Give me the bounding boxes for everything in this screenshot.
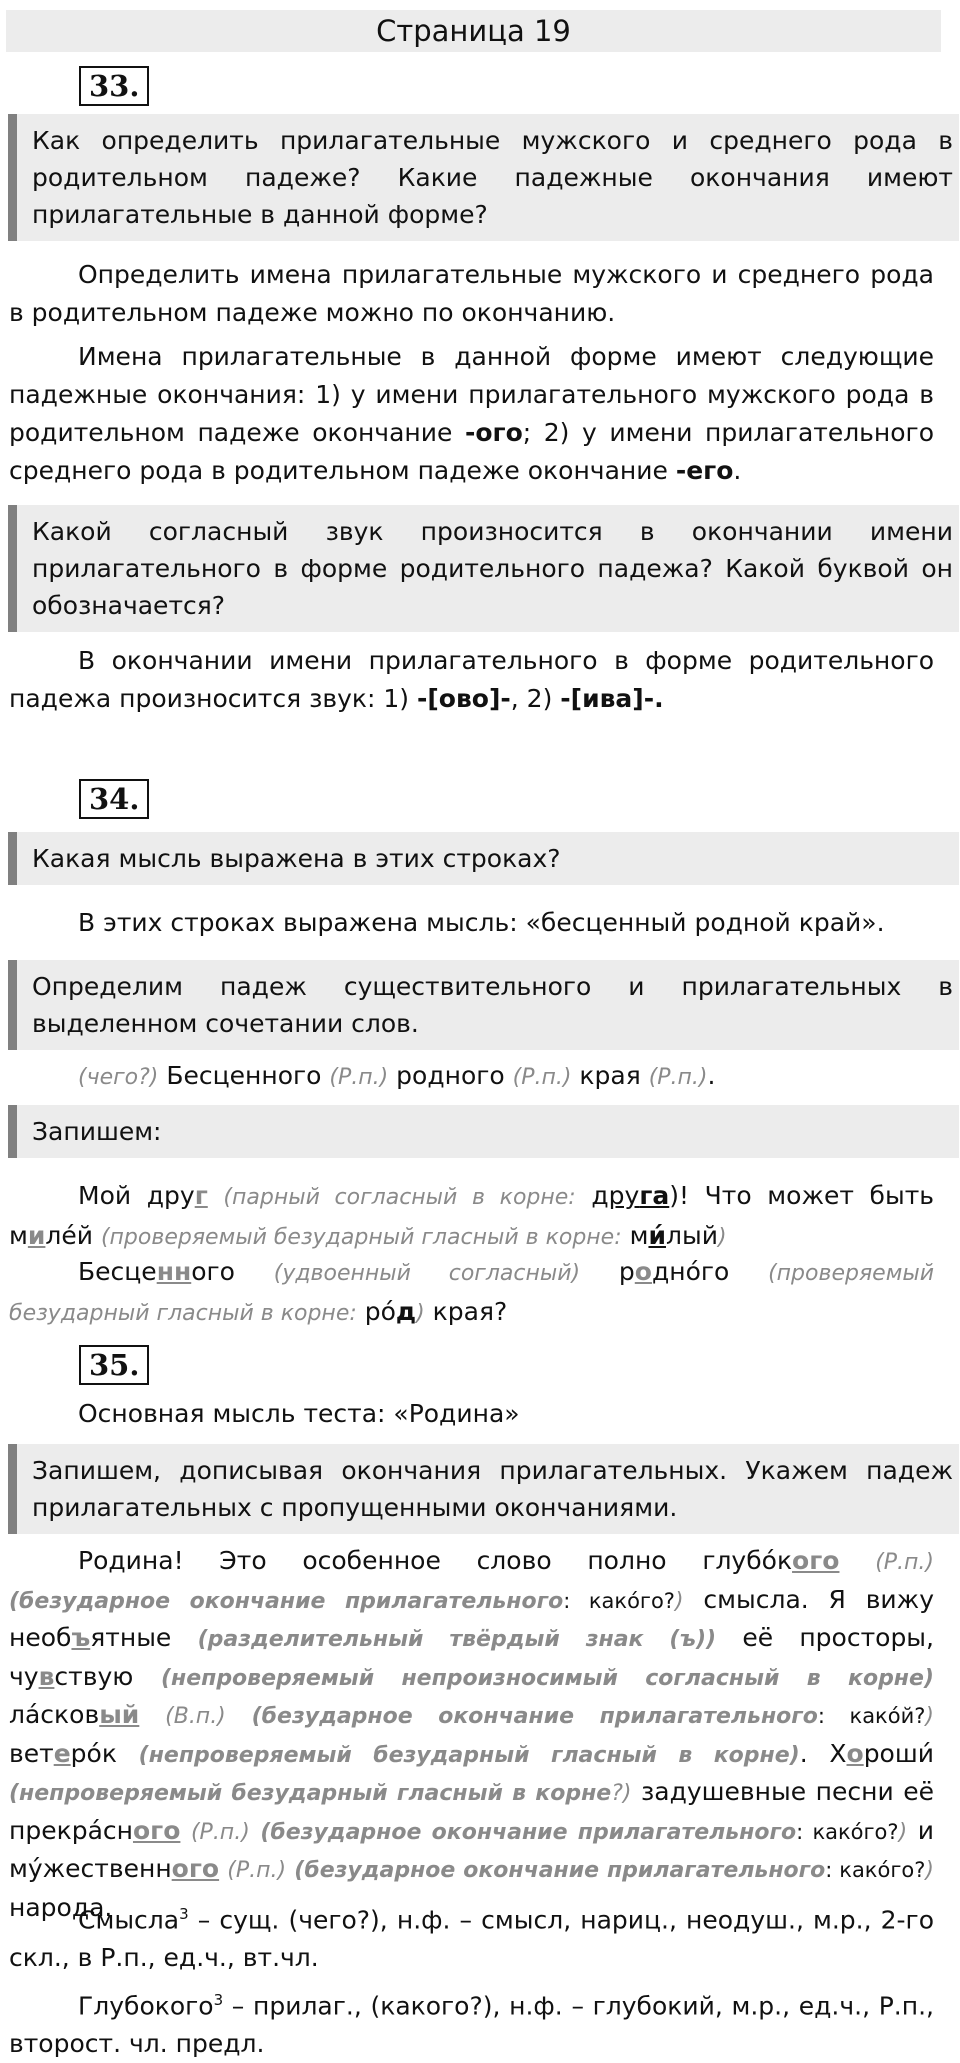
check-word: м	[629, 1221, 649, 1250]
text: Бесце	[78, 1257, 157, 1286]
spelling-note: (парный согласный в корне:	[223, 1185, 576, 1210]
text: и му́жественн	[9, 1815, 934, 1883]
analysis-text: – сущ. (чего?), н.ф. – смысл, нариц., неодуш., м.р., 2-го скл., в Р.п., ед.ч., вт.чл.	[9, 1905, 934, 1973]
note-close: )	[416, 1301, 425, 1326]
text: .	[707, 1061, 716, 1090]
answer-paragraph	[9, 642, 934, 718]
case-note: (Р.п.)	[648, 1065, 708, 1090]
spelling-note: (разделительный твёрдый знак (ъ))	[197, 1627, 717, 1652]
question-block: Как определить прилагательные мужского и среднего рода в родительном падеже? Какие падежные окончания имеют прилагательные в данной форме?	[8, 114, 959, 241]
text: дно́го	[651, 1257, 730, 1286]
highlight-letter: о	[846, 1738, 864, 1768]
ending-bold: -его	[675, 456, 734, 485]
highlight-letter: в	[38, 1661, 55, 1691]
text: ствую	[54, 1661, 134, 1691]
question-block: Запишем, дописывая окончания прилагательных. Укажем падеж прилагательных с пропущенными окончаниями.	[8, 1444, 959, 1534]
exercise-number-33: 33.	[79, 66, 149, 106]
text: ро́к	[70, 1738, 117, 1768]
analysis-index: 3	[213, 1991, 224, 2009]
highlight-letter: ъ	[71, 1623, 91, 1652]
check-letter: га	[639, 1181, 670, 1210]
text: ла́сков	[9, 1700, 100, 1729]
spelling-note: (удвоенный согласный)	[273, 1261, 581, 1286]
word: Смысла	[78, 1905, 180, 1935]
text: ле́й	[45, 1221, 94, 1250]
answer-paragraph: Определить имена прилагательные мужского и среднего рода в родительном падеже можно по окончанию.	[9, 260, 934, 327]
spelling-note: (непроверяемый безударный гласный в корне	[9, 1781, 612, 1806]
spelling-note: (непроверяемый непроизносимый согласный в корне)	[160, 1665, 934, 1691]
question-block: Запишем:	[8, 1105, 959, 1158]
analysis-text: – прилаг., (какого?), н.ф. – глубокий, м.р., ед.ч., Р.п., второст. чл. предл.	[9, 1991, 934, 2059]
answer-paragraph	[9, 338, 934, 490]
case-note: (Р.п.)	[512, 1065, 572, 1090]
highlight-letter: о	[634, 1257, 652, 1286]
spelling-note: (проверяемый безударный гласный в корне:	[100, 1225, 622, 1250]
spelling-note: (проверяемый безударный гласный в корне:	[9, 1261, 934, 1326]
spelling-note: (непроверяемый безударный гласный в корне)	[138, 1742, 800, 1768]
spelling-note: (безударное окончание прилагательного	[251, 1704, 818, 1729]
spelling-note: (безударное окончание прилагательного	[260, 1819, 797, 1845]
note-close: ?)	[611, 1781, 632, 1806]
text: вет	[9, 1738, 54, 1768]
text: В окончании имени прилагательного в форме родительного падежа произносится звук: 1)	[9, 646, 934, 713]
sound-bold: -[ива]-.	[560, 684, 664, 713]
exercise-number-35: 35.	[79, 1345, 149, 1385]
ending: ого	[132, 1815, 181, 1845]
answer-paragraph: Основная мысль теста: «Родина»	[78, 1399, 520, 1428]
word: Глубокого	[78, 1991, 214, 2021]
text: р	[618, 1257, 635, 1286]
text: . Х	[799, 1738, 847, 1768]
analysis-index: 3	[179, 1905, 189, 1923]
page-title: Страница 19	[6, 10, 941, 52]
ending: ого	[792, 1546, 840, 1575]
exercise-number-34: 34.	[79, 779, 149, 819]
text: ; 2) у имени прилагательного среднего рода в родительном падеже окончание	[9, 418, 934, 485]
case-note: (Р.п.)	[227, 1858, 287, 1883]
spelling-note: (безударное окончание прилагательного	[294, 1858, 826, 1883]
highlight-letter: нн	[156, 1257, 192, 1286]
spelling-note: (безударное окончание прилагательного	[9, 1588, 564, 1614]
word: края	[579, 1061, 641, 1090]
note-close: )	[898, 1819, 908, 1845]
sound-bold: -[ово]-	[417, 684, 511, 713]
text: ятные	[90, 1623, 172, 1652]
poem-line	[9, 1253, 934, 1333]
text: Мой дру	[78, 1181, 195, 1210]
check-word: ро́	[364, 1297, 396, 1326]
check-letter: и́	[648, 1221, 666, 1250]
note-close: )	[925, 1858, 934, 1883]
ending-bold: -ого	[464, 418, 523, 447]
text: края?	[432, 1297, 508, 1326]
text: .	[733, 456, 742, 485]
check-word: дру	[591, 1181, 640, 1210]
text: ого	[191, 1257, 235, 1286]
highlight-letter: г	[194, 1181, 208, 1210]
check-question: : како́й?	[817, 1704, 926, 1728]
check-question: : како́го?	[796, 1819, 899, 1844]
question-block: Определим падеж существительного и прилагательных в выделенном сочетании слов.	[8, 960, 959, 1050]
word: Бесценного	[166, 1061, 322, 1090]
case-note: (Р.п.)	[329, 1065, 389, 1090]
check-letter: д	[395, 1297, 417, 1326]
word: родного	[396, 1061, 505, 1090]
case-analysis	[9, 1057, 934, 1097]
highlight-letter: е	[53, 1738, 71, 1768]
check-question: : како́го?	[825, 1858, 926, 1882]
morph-analysis	[9, 1892, 934, 1977]
ending: ый	[99, 1700, 140, 1729]
case-note: (В.п.)	[165, 1704, 226, 1729]
highlight-letter: и	[27, 1221, 46, 1250]
answer-paragraph: В этих строках выражена мысль: «бесценный родной край».	[78, 908, 885, 937]
question-note: (чего?)	[78, 1065, 159, 1090]
case-note: (Р.п.)	[190, 1819, 250, 1845]
text: Родина! Это особенное слово полно глубо́к	[78, 1546, 793, 1575]
text: задушевные песни её прекра́сн	[9, 1777, 934, 1845]
ending: ого	[171, 1854, 220, 1883]
text: Имена прилагательные в данной форме имеют следующие падежные окончания: 1) у имени прилагательного мужского рода в родительном падеже окончание	[9, 342, 934, 447]
note-close: )	[717, 1225, 727, 1250]
question-block: Какая мысль выражена в этих строках?	[8, 832, 959, 885]
morph-analysis	[9, 1981, 934, 2063]
text: роши́	[863, 1738, 934, 1768]
text: )! Что может быть м	[9, 1181, 935, 1250]
text: её просторы, чу	[9, 1623, 934, 1691]
question-block: Какой согласный звук произносится в окончании имени прилагательного в форме родительного падежа? Какой буквой он обозначается?	[8, 505, 959, 632]
poem-line	[9, 1177, 934, 1257]
text: народа.	[9, 1892, 113, 1922]
note-close: )	[925, 1704, 934, 1729]
dictation-text	[9, 1543, 934, 1926]
note-close: )	[674, 1588, 684, 1614]
check-question: : како́го?	[563, 1588, 675, 1613]
check-word: лый	[665, 1221, 718, 1250]
case-note: (Р.п.)	[875, 1550, 935, 1575]
text: , 2)	[510, 684, 561, 713]
text: смысла. Я вижу необ	[9, 1584, 934, 1652]
